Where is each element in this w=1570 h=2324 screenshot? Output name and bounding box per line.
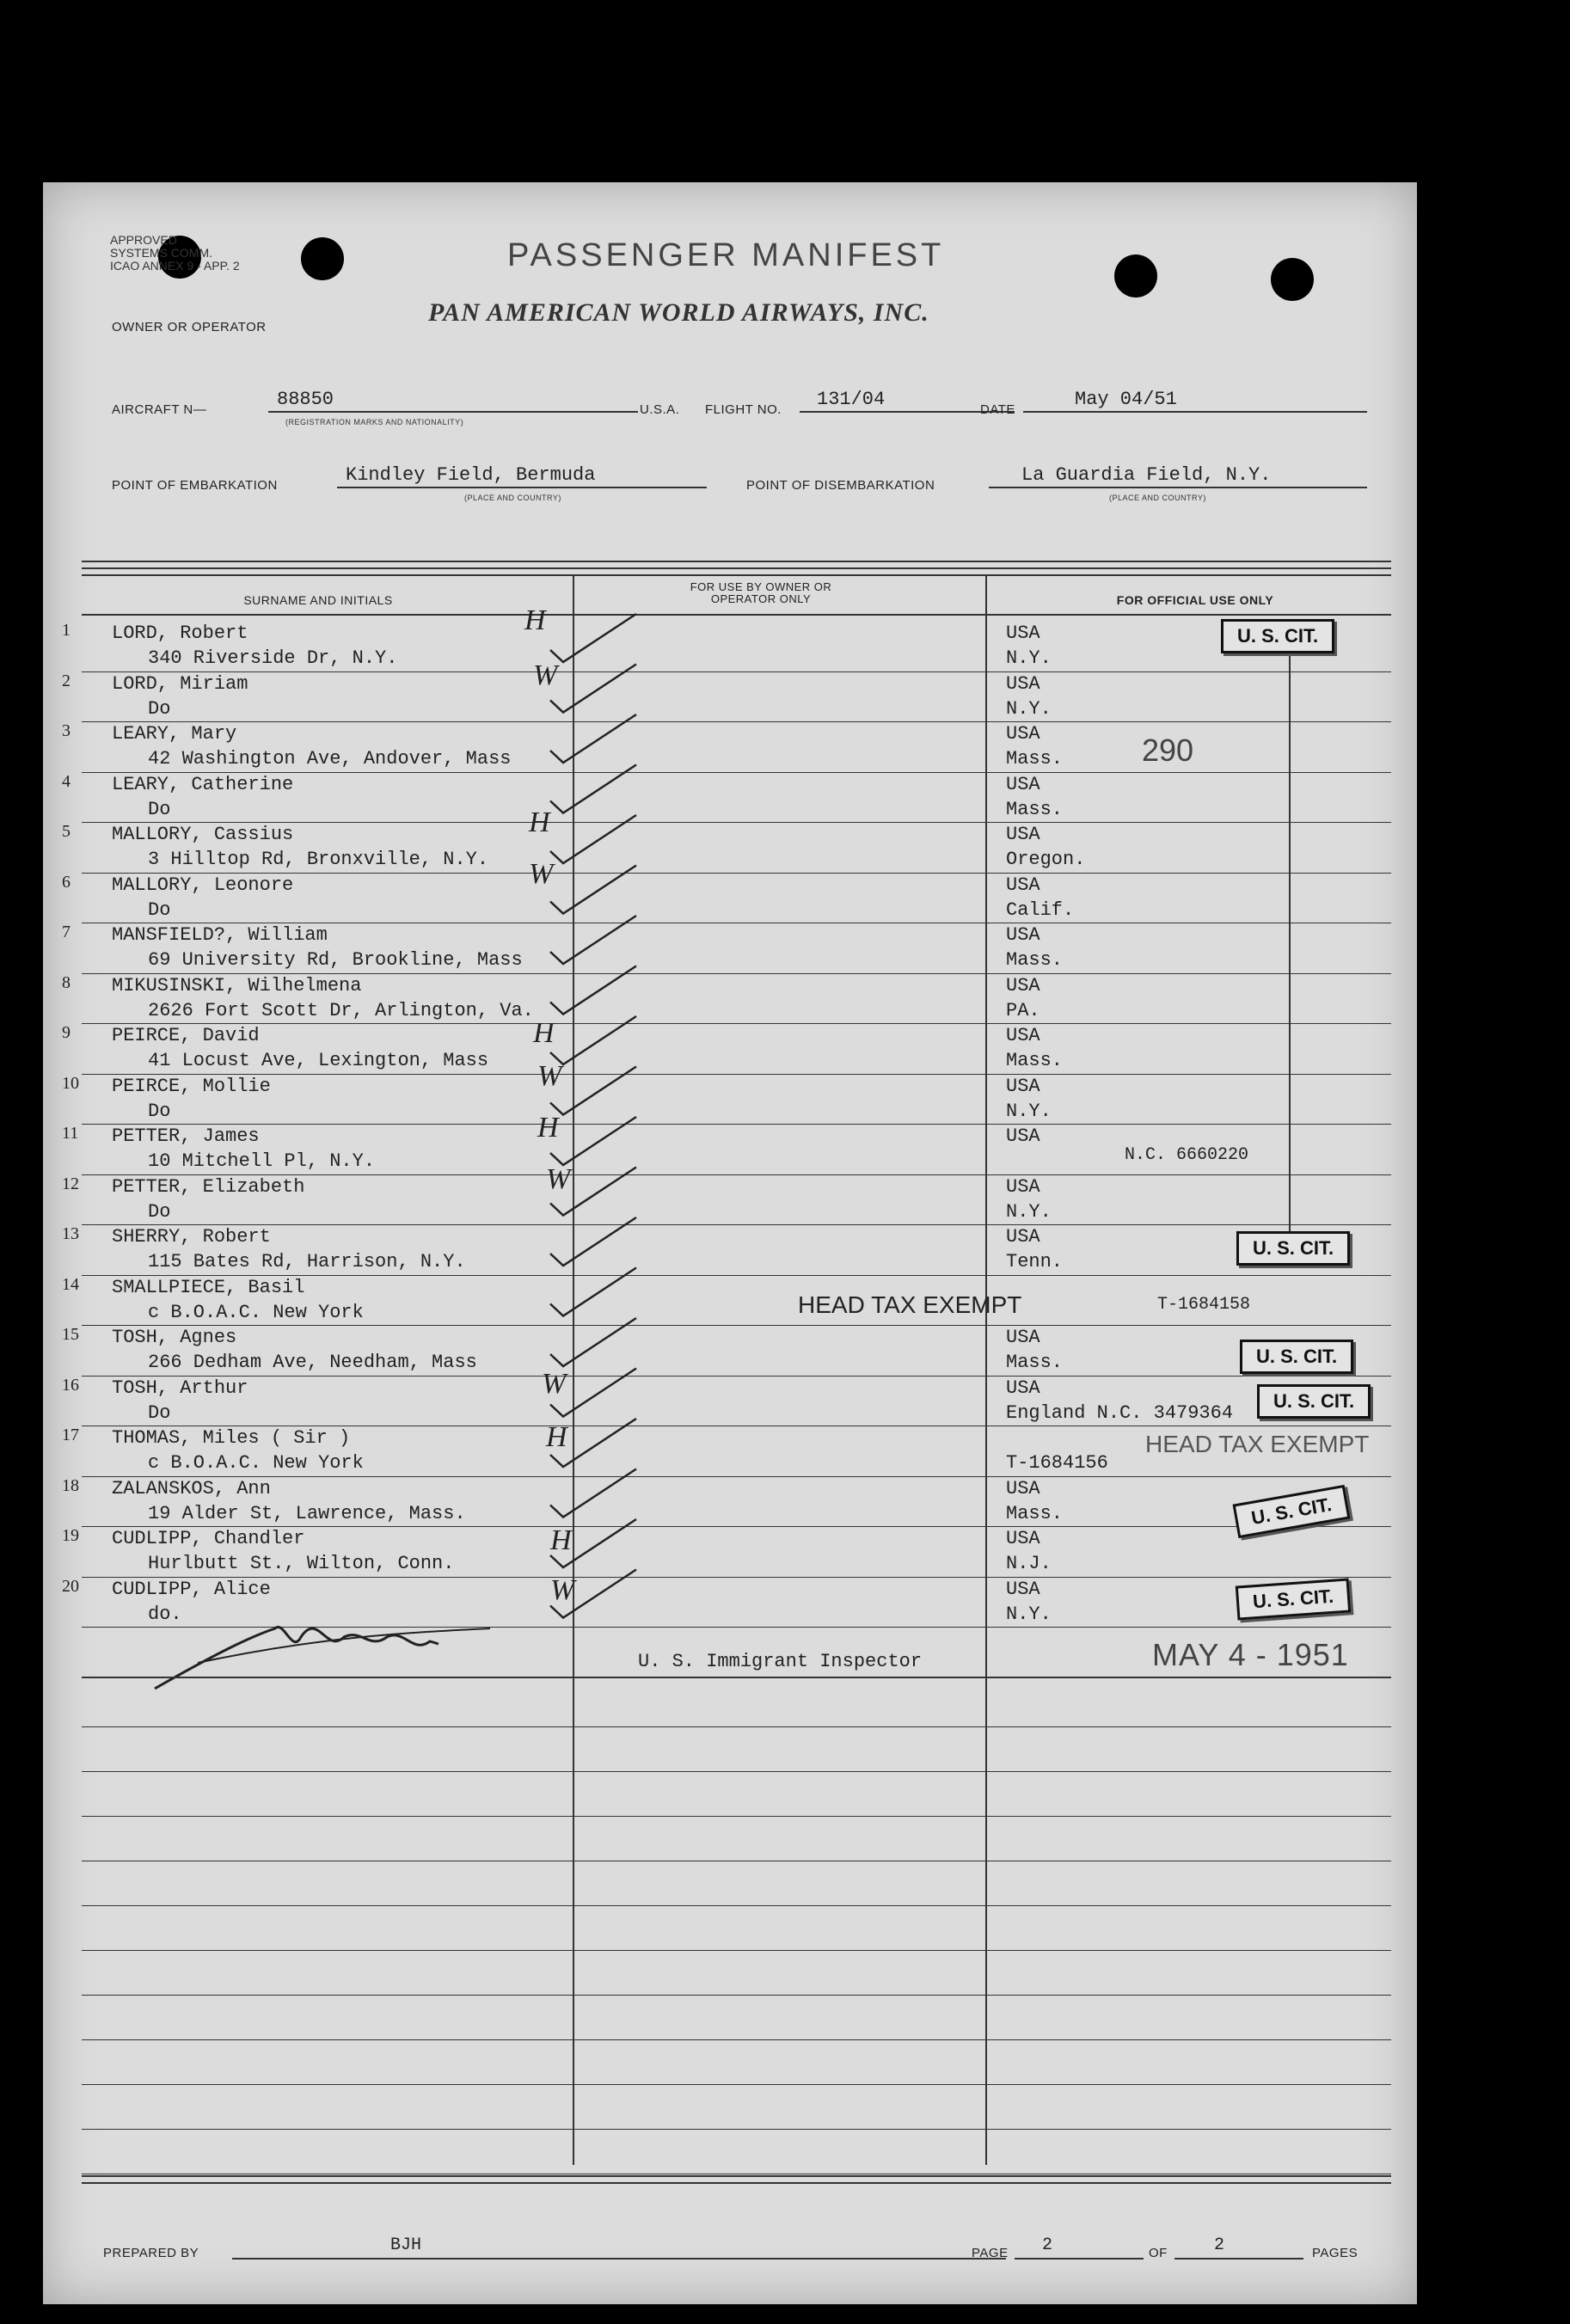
date-value: May 04/51 xyxy=(1075,389,1177,410)
residence: Calif. xyxy=(1006,898,1075,921)
passenger-name: TOSH, Agnes xyxy=(112,1327,237,1348)
passenger-name: CUDLIPP, Chandler xyxy=(112,1528,305,1549)
check-mark xyxy=(550,1117,636,1165)
page-value: 2 xyxy=(1042,2235,1053,2255)
residence: Mass. xyxy=(1006,1050,1064,1071)
passenger-name: LORD, Robert xyxy=(112,622,248,644)
blank-row-rule xyxy=(82,1950,1391,1951)
handwritten-mark: H xyxy=(537,1112,559,1144)
manifest-sheet xyxy=(43,182,1417,2304)
handwritten-mark: W xyxy=(542,1368,567,1400)
passenger-address: 3 Hilltop Rd, Bronxville, N.Y. xyxy=(148,849,489,870)
prepared-by-line xyxy=(232,2258,1006,2260)
row-number: 1 xyxy=(62,621,71,640)
residence: N.Y. xyxy=(1006,1200,1052,1223)
residence: N.Y. xyxy=(1006,697,1052,720)
residence: N.Y. xyxy=(1006,1100,1052,1122)
passenger-address: 69 University Rd, Brookline, Mass xyxy=(148,949,523,971)
passenger-address: Do xyxy=(148,1100,171,1122)
citizenship: USA xyxy=(1006,1125,1040,1147)
nc-number-11: N.C. 6660220 xyxy=(1125,1145,1249,1165)
residence: Mass. xyxy=(1006,748,1064,770)
passenger-address: 340 Riverside Dr, N.Y. xyxy=(148,647,398,669)
handwritten-mark: W xyxy=(546,1163,571,1195)
passenger-name: PETTER, Elizabeth xyxy=(112,1175,305,1198)
footer-rule xyxy=(82,2182,1391,2184)
residence: England N.C. 3479364 xyxy=(1006,1401,1234,1424)
passenger-name: ZALANSKOS, Ann xyxy=(112,1477,271,1499)
blank-row-rule xyxy=(82,1771,1391,1772)
check-mark xyxy=(550,1016,636,1064)
us-citizen-stamp: U. S. CIT. xyxy=(1233,1485,1351,1538)
row-number: 11 xyxy=(62,1124,79,1143)
page-line xyxy=(1015,2258,1144,2260)
citizenship: USA xyxy=(1006,874,1040,896)
handwritten-mark: H xyxy=(533,1017,555,1049)
row-number: 17 xyxy=(62,1426,79,1444)
flight-label: FLIGHT NO. xyxy=(705,402,782,417)
passenger-name: LORD, Miriam xyxy=(112,672,248,695)
check-mark xyxy=(550,1469,636,1518)
citizenship: USA xyxy=(1006,924,1040,946)
embarkation-label: POINT OF EMBARKATION xyxy=(112,478,278,493)
passenger-address: 10 Mitchell Pl, N.Y. xyxy=(148,1150,376,1172)
passenger-name: THOMAS, Miles ( Sir ) xyxy=(112,1427,351,1449)
check-mark xyxy=(550,665,636,713)
prepared-by-value: BJH xyxy=(390,2235,422,2255)
t-number-14: T-1684158 xyxy=(1157,1295,1251,1315)
citizenship: USA xyxy=(1006,1327,1040,1348)
passenger-name: MIKUSINSKI, Wilhelmena xyxy=(112,974,362,996)
citizenship: USA xyxy=(1006,773,1040,795)
blank-row-rule xyxy=(82,2084,1391,2085)
row-number: 20 xyxy=(62,1576,79,1596)
residence: PA. xyxy=(1006,999,1040,1021)
operator-name: PAN AMERICAN WORLD AIRWAYS, INC. xyxy=(428,298,929,327)
citizenship: USA xyxy=(1006,1175,1040,1198)
passenger-address: Do xyxy=(148,798,171,820)
residence: Mass. xyxy=(1006,1352,1064,1373)
number-290: 290 xyxy=(1142,733,1194,768)
citizenship: USA xyxy=(1006,1025,1040,1046)
passenger-address: do. xyxy=(148,1603,182,1625)
passenger-address: c B.O.A.C. New York xyxy=(148,1452,364,1474)
us-citizen-stamp: U. S. CIT. xyxy=(1236,1578,1352,1620)
blank-row-rule xyxy=(82,1816,1391,1817)
passenger-address: Do xyxy=(148,898,171,921)
residence: Mass. xyxy=(1006,1502,1064,1524)
us-citizen-stamp: U. S. CIT. xyxy=(1240,1340,1353,1374)
passenger-address: 266 Dedham Ave, Needham, Mass xyxy=(148,1352,477,1373)
handwritten-mark: H xyxy=(546,1421,567,1453)
passenger-address: 42 Washington Ave, Andover, Mass xyxy=(148,748,512,770)
date-stamp: MAY 4 - 1951 xyxy=(1152,1637,1349,1672)
residence: Oregon. xyxy=(1006,849,1086,870)
check-mark xyxy=(550,714,636,763)
inspector-signature xyxy=(146,1603,507,1697)
blank-row-rule xyxy=(82,1726,1391,1727)
row-number: 6 xyxy=(62,872,71,892)
passenger-name: TOSH, Arthur xyxy=(112,1377,248,1399)
us-citizen-stamp: U. S. CIT. xyxy=(1236,1231,1350,1266)
handwritten-mark: H xyxy=(524,604,546,636)
row-number: 14 xyxy=(62,1274,79,1294)
row-number: 16 xyxy=(62,1375,79,1395)
citizenship: USA xyxy=(1006,1377,1040,1399)
check-mark xyxy=(550,1318,636,1366)
check-mark xyxy=(550,1217,636,1266)
passenger-name: PETTER, James xyxy=(112,1125,260,1147)
handwritten-mark: H xyxy=(529,806,550,838)
of-label: OF xyxy=(1149,2246,1168,2260)
citizenship: USA xyxy=(1006,824,1040,845)
check-mark xyxy=(550,815,636,863)
handwritten-mark: W xyxy=(550,1574,575,1606)
check-mark xyxy=(550,1268,636,1316)
owner-column-header: FOR USE BY OWNER OR OPERATOR ONLY xyxy=(690,580,832,605)
row-number: 7 xyxy=(62,923,71,941)
inspector-title: U. S. Immigrant Inspector xyxy=(638,1651,923,1672)
prepared-by-label: PREPARED BY xyxy=(103,2246,199,2260)
row-number: 3 xyxy=(62,721,71,740)
pages-label: PAGES xyxy=(1312,2246,1358,2260)
blank-row-rule xyxy=(82,1905,1391,1906)
citizenship: USA xyxy=(1006,1226,1040,1248)
citizenship: USA xyxy=(1006,1477,1040,1499)
passenger-name: MANSFIELD?, William xyxy=(112,924,328,946)
passenger-name: PEIRCE, Mollie xyxy=(112,1075,271,1097)
passenger-name: MALLORY, Leonore xyxy=(112,874,294,896)
passenger-name: MALLORY, Cassius xyxy=(112,824,294,845)
page-label: PAGE xyxy=(972,2246,1009,2260)
residence: T-1684156 xyxy=(1006,1452,1108,1474)
us-citizen-stamp: U. S. CIT. xyxy=(1257,1384,1371,1419)
blank-row-rule xyxy=(82,2039,1391,2040)
head-tax-exempt-stamp: HEAD TAX EXEMPT xyxy=(798,1291,1022,1318)
aircraft-value: 88850 xyxy=(277,389,334,410)
passenger-address: Do xyxy=(148,1401,171,1424)
residence: Mass. xyxy=(1006,949,1064,971)
citizenship: USA xyxy=(1006,723,1040,745)
row-number: 8 xyxy=(62,972,71,992)
row-number: 19 xyxy=(62,1526,79,1545)
citizenship: USA xyxy=(1006,622,1040,644)
passenger-address: Hurlbutt St., Wilton, Conn. xyxy=(148,1553,455,1574)
handwritten-mark: W xyxy=(537,1060,562,1092)
disembarkation-value: La Guardia Field, N.Y. xyxy=(1021,464,1272,486)
check-mark xyxy=(550,866,636,914)
passenger-name: PEIRCE, David xyxy=(112,1025,260,1046)
signature-rule xyxy=(82,1677,1391,1678)
approval-note: APPROVED SYSTEMS COMM. ICAO ANNEX 9 - APP. 2 xyxy=(110,233,240,273)
handwritten-mark: W xyxy=(533,659,558,691)
passenger-address: 19 Alder St, Lawrence, Mass. xyxy=(148,1502,466,1524)
head-tax-exempt-stamp: HEAD TAX EXEMPT xyxy=(1145,1431,1370,1457)
citizenship: USA xyxy=(1006,1578,1040,1600)
us-citizen-stamp: U. S. CIT. xyxy=(1221,619,1334,653)
of-value: 2 xyxy=(1214,2235,1225,2255)
passenger-address: 41 Locust Ave, Lexington, Mass xyxy=(148,1050,489,1071)
passenger-name: LEARY, Catherine xyxy=(112,773,294,795)
embarkation-value: Kindley Field, Bermuda xyxy=(346,464,596,486)
owner-label: OWNER OR OPERATOR xyxy=(112,320,267,334)
citizenship: USA xyxy=(1006,1528,1040,1549)
aircraft-label: AIRCRAFT N— xyxy=(112,402,207,417)
passenger-address: Do xyxy=(148,697,171,720)
check-marks xyxy=(43,182,1417,2304)
embarkation-place-note: (PLACE AND COUNTRY) xyxy=(464,494,561,502)
passenger-address: 2626 Fort Scott Dr, Arlington, Va. xyxy=(148,999,534,1021)
check-mark xyxy=(550,1067,636,1115)
passenger-address: Do xyxy=(148,1200,171,1223)
surname-column-header: SURNAME AND INITIALS xyxy=(243,593,393,607)
row-number: 4 xyxy=(62,771,71,791)
citizenship: USA xyxy=(1006,672,1040,695)
passenger-name: LEARY, Mary xyxy=(112,723,237,745)
passenger-address: 115 Bates Rd, Harrison, N.Y. xyxy=(148,1251,466,1272)
residence: Tenn. xyxy=(1006,1251,1064,1272)
of-line xyxy=(1174,2258,1303,2260)
residence: Mass. xyxy=(1006,798,1064,820)
flight-value: 131/04 xyxy=(817,389,886,410)
blank-row-rule xyxy=(82,1995,1391,1996)
citizenship: USA xyxy=(1006,1075,1040,1097)
row-number: 12 xyxy=(62,1174,79,1193)
row-number: 13 xyxy=(62,1224,79,1243)
check-mark xyxy=(550,765,636,813)
disembarkation-place-note: (PLACE AND COUNTRY) xyxy=(1109,494,1206,502)
footer-rule xyxy=(82,2175,1391,2177)
official-column-header: FOR OFFICIAL USE ONLY xyxy=(1116,593,1274,607)
row-number: 2 xyxy=(62,671,71,690)
row-number: 15 xyxy=(62,1325,79,1344)
check-mark xyxy=(550,614,636,662)
residence: N.J. xyxy=(1006,1553,1052,1574)
blank-row-rule xyxy=(82,2129,1391,2130)
row-number: 5 xyxy=(62,822,71,841)
row-number: 9 xyxy=(62,1023,71,1042)
handwritten-mark: W xyxy=(529,858,554,890)
passenger-name: SHERRY, Robert xyxy=(112,1226,271,1248)
check-mark xyxy=(550,916,636,964)
handwritten-mark: H xyxy=(550,1524,572,1556)
usa-label: U.S.A. xyxy=(640,402,680,417)
citizenship: USA xyxy=(1006,974,1040,996)
registration-note: (REGISTRATION MARKS AND NATIONALITY) xyxy=(285,418,464,426)
passenger-name: SMALLPIECE, Basil xyxy=(112,1276,305,1298)
disembarkation-label: POINT OF DISEMBARKATION xyxy=(746,478,935,493)
residence: N.Y. xyxy=(1006,1603,1052,1625)
row-number: 18 xyxy=(62,1475,79,1495)
row-number: 10 xyxy=(62,1073,79,1093)
passenger-name: CUDLIPP, Alice xyxy=(112,1578,271,1600)
date-label: DATE xyxy=(980,402,1015,417)
residence: N.Y. xyxy=(1006,647,1052,669)
passenger-address: c B.O.A.C. New York xyxy=(148,1301,364,1323)
form-title: PASSENGER MANIFEST xyxy=(507,237,945,273)
check-mark xyxy=(550,966,636,1015)
